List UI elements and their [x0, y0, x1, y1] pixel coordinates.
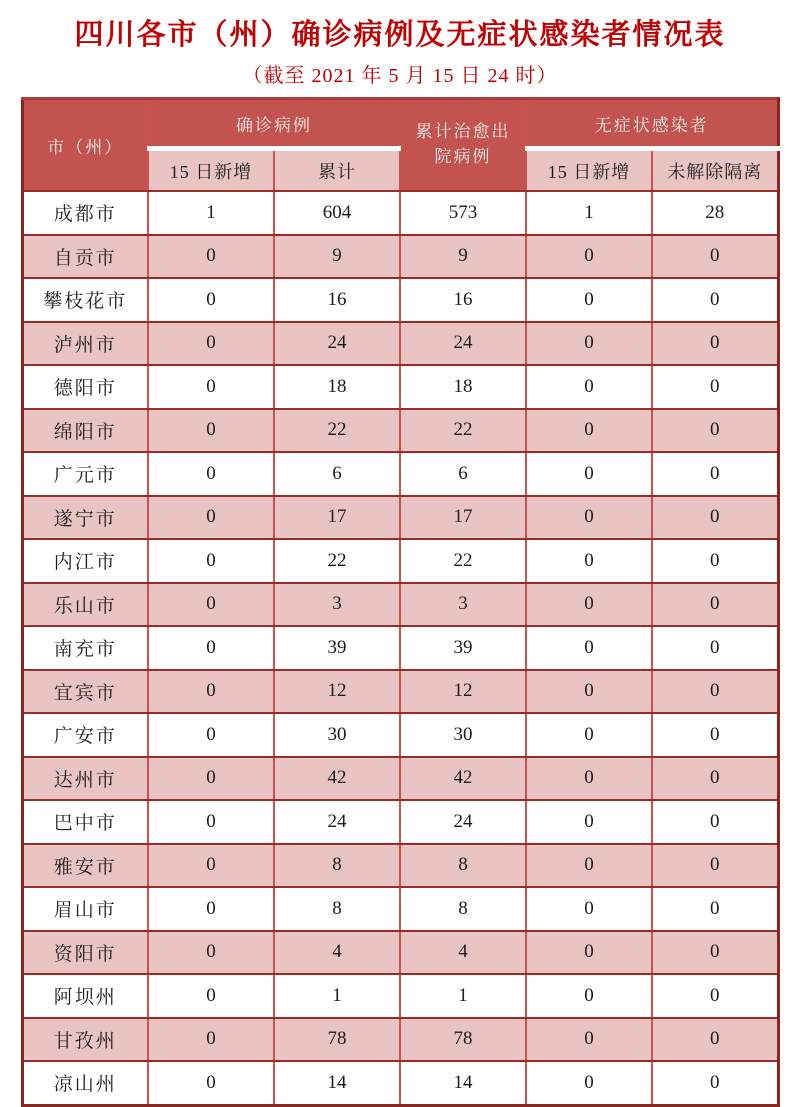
- page-title: 四川各市（州）确诊病例及无症状感染者情况表: [74, 19, 726, 51]
- value-cell: 0: [148, 626, 274, 670]
- city-cell: 南充市: [22, 626, 148, 670]
- table-row: [22, 583, 778, 627]
- value-cell: 4: [274, 931, 400, 975]
- table-row: [22, 322, 778, 366]
- value-cell: 0: [526, 844, 652, 888]
- value-cell: 0: [526, 539, 652, 583]
- header-confirmed-group: 确诊病例: [148, 99, 400, 149]
- value-cell: 0: [526, 496, 652, 540]
- value-cell: 0: [148, 887, 274, 931]
- value-cell: 0: [148, 931, 274, 975]
- table-row: [22, 365, 778, 409]
- table-header: [22, 99, 778, 192]
- value-cell: 9: [274, 235, 400, 279]
- city-cell: 攀枝花市: [22, 278, 148, 322]
- value-cell: 78: [400, 1018, 526, 1062]
- value-cell: 14: [274, 1061, 400, 1105]
- value-cell: 0: [652, 365, 778, 409]
- value-cell: 0: [652, 844, 778, 888]
- city-cell: 达州市: [22, 757, 148, 801]
- value-cell: 0: [148, 539, 274, 583]
- value-cell: 0: [652, 974, 778, 1018]
- city-cell: 雅安市: [22, 844, 148, 888]
- value-cell: 0: [526, 626, 652, 670]
- value-cell: 0: [526, 1018, 652, 1062]
- value-cell: 0: [652, 931, 778, 975]
- value-cell: 8: [274, 844, 400, 888]
- value-cell: 0: [652, 757, 778, 801]
- value-cell: 22: [400, 539, 526, 583]
- value-cell: 3: [400, 583, 526, 627]
- value-cell: 0: [526, 322, 652, 366]
- city-cell: 阿坝州: [22, 974, 148, 1018]
- value-cell: 1: [274, 974, 400, 1018]
- value-cell: 9: [400, 235, 526, 279]
- table-row: [22, 757, 778, 801]
- value-cell: 42: [400, 757, 526, 801]
- value-cell: 18: [274, 365, 400, 409]
- value-cell: 0: [652, 670, 778, 714]
- table-row: [22, 278, 778, 322]
- table-body: [22, 191, 778, 1105]
- value-cell: 0: [652, 1061, 778, 1105]
- city-cell: 内江市: [22, 539, 148, 583]
- value-cell: 0: [526, 235, 652, 279]
- table-row: [22, 409, 778, 453]
- table-row: [22, 1061, 778, 1105]
- value-cell: 4: [400, 931, 526, 975]
- value-cell: 0: [652, 583, 778, 627]
- city-cell: 成都市: [22, 191, 148, 235]
- value-cell: 30: [400, 713, 526, 757]
- value-cell: 12: [400, 670, 526, 714]
- subheader-asymptomatic-new: 15 日新增: [526, 149, 652, 192]
- value-cell: 78: [274, 1018, 400, 1062]
- value-cell: 8: [400, 887, 526, 931]
- value-cell: 16: [400, 278, 526, 322]
- value-cell: 0: [148, 670, 274, 714]
- value-cell: 0: [526, 931, 652, 975]
- value-cell: 1: [148, 191, 274, 235]
- city-cell: 泸州市: [22, 322, 148, 366]
- value-cell: 0: [526, 452, 652, 496]
- value-cell: 22: [274, 409, 400, 453]
- value-cell: 17: [400, 496, 526, 540]
- header-row-groups: [22, 99, 778, 149]
- table-row: [22, 191, 778, 235]
- value-cell: 24: [274, 800, 400, 844]
- value-cell: 0: [652, 800, 778, 844]
- value-cell: 0: [526, 887, 652, 931]
- city-cell: 宜宾市: [22, 670, 148, 714]
- value-cell: 0: [148, 713, 274, 757]
- value-cell: 0: [148, 974, 274, 1018]
- value-cell: 0: [652, 713, 778, 757]
- value-cell: 0: [526, 974, 652, 1018]
- city-cell: 德阳市: [22, 365, 148, 409]
- value-cell: 0: [526, 1061, 652, 1105]
- table-row: [22, 1018, 778, 1062]
- value-cell: 0: [148, 757, 274, 801]
- value-cell: 39: [274, 626, 400, 670]
- table-row: [22, 235, 778, 279]
- value-cell: 0: [526, 278, 652, 322]
- city-cell: 广元市: [22, 452, 148, 496]
- value-cell: 6: [400, 452, 526, 496]
- value-cell: 42: [274, 757, 400, 801]
- value-cell: 0: [148, 452, 274, 496]
- value-cell: 0: [652, 452, 778, 496]
- value-cell: 0: [148, 278, 274, 322]
- city-cell: 绵阳市: [22, 409, 148, 453]
- header-cured-discharged: [400, 99, 526, 192]
- table-row: [22, 452, 778, 496]
- value-cell: 24: [400, 800, 526, 844]
- value-cell: 22: [274, 539, 400, 583]
- city-cell: 资阳市: [22, 931, 148, 975]
- value-cell: 30: [274, 713, 400, 757]
- table-row: [22, 626, 778, 670]
- value-cell: 14: [400, 1061, 526, 1105]
- table-row: [22, 800, 778, 844]
- value-cell: 573: [400, 191, 526, 235]
- value-cell: 16: [274, 278, 400, 322]
- value-cell: 0: [652, 409, 778, 453]
- subheader-not-released-quarantine: 未解除隔离: [652, 149, 778, 192]
- value-cell: 0: [526, 757, 652, 801]
- city-cell: 遂宁市: [22, 496, 148, 540]
- value-cell: 0: [652, 322, 778, 366]
- value-cell: 28: [652, 191, 778, 235]
- header-city: 市（州）: [22, 99, 148, 192]
- city-cell: 甘孜州: [22, 1018, 148, 1062]
- subheader-confirmed-new: 15 日新增: [148, 149, 274, 192]
- value-cell: 0: [652, 1018, 778, 1062]
- value-cell: 6: [274, 452, 400, 496]
- city-cell: 乐山市: [22, 583, 148, 627]
- value-cell: 12: [274, 670, 400, 714]
- covid-stats-table: [21, 97, 780, 1107]
- table-row: [22, 931, 778, 975]
- table-row: [22, 713, 778, 757]
- city-cell: 眉山市: [22, 887, 148, 931]
- value-cell: 0: [652, 887, 778, 931]
- value-cell: 0: [148, 1061, 274, 1105]
- value-cell: 0: [526, 670, 652, 714]
- value-cell: 1: [526, 191, 652, 235]
- city-cell: 自贡市: [22, 235, 148, 279]
- value-cell: 0: [148, 322, 274, 366]
- value-cell: 0: [148, 365, 274, 409]
- header-asymptomatic-group: 无症状感染者: [526, 99, 778, 149]
- value-cell: 24: [400, 322, 526, 366]
- value-cell: 604: [274, 191, 400, 235]
- value-cell: 8: [400, 844, 526, 888]
- value-cell: 0: [148, 844, 274, 888]
- value-cell: 0: [148, 800, 274, 844]
- value-cell: 0: [148, 409, 274, 453]
- value-cell: 18: [400, 365, 526, 409]
- table-row: [22, 887, 778, 931]
- value-cell: 22: [400, 409, 526, 453]
- page-subtitle: （截至 2021 年 5 月 15 日 24 时）: [242, 65, 558, 87]
- value-cell: 8: [274, 887, 400, 931]
- value-cell: 0: [526, 409, 652, 453]
- city-cell: 巴中市: [22, 800, 148, 844]
- value-cell: 1: [400, 974, 526, 1018]
- table-row: [22, 539, 778, 583]
- value-cell: 17: [274, 496, 400, 540]
- value-cell: 24: [274, 322, 400, 366]
- value-cell: 0: [526, 713, 652, 757]
- table-row: [22, 844, 778, 888]
- subheader-confirmed-cumulative: 累计: [274, 149, 400, 192]
- city-cell: 广安市: [22, 713, 148, 757]
- table-row: [22, 496, 778, 540]
- city-cell: 凉山州: [22, 1061, 148, 1105]
- value-cell: 0: [652, 496, 778, 540]
- value-cell: 3: [274, 583, 400, 627]
- value-cell: 0: [526, 365, 652, 409]
- value-cell: 0: [526, 583, 652, 627]
- value-cell: 0: [148, 583, 274, 627]
- header-cured-discharged-label: 累计治愈出院病例: [415, 122, 511, 166]
- value-cell: 0: [526, 800, 652, 844]
- value-cell: 0: [148, 1018, 274, 1062]
- table-row: [22, 670, 778, 714]
- value-cell: 0: [652, 278, 778, 322]
- value-cell: 39: [400, 626, 526, 670]
- value-cell: 0: [652, 235, 778, 279]
- value-cell: 0: [652, 626, 778, 670]
- value-cell: 0: [148, 496, 274, 540]
- table-row: [22, 974, 778, 1018]
- value-cell: 0: [148, 235, 274, 279]
- value-cell: 0: [652, 539, 778, 583]
